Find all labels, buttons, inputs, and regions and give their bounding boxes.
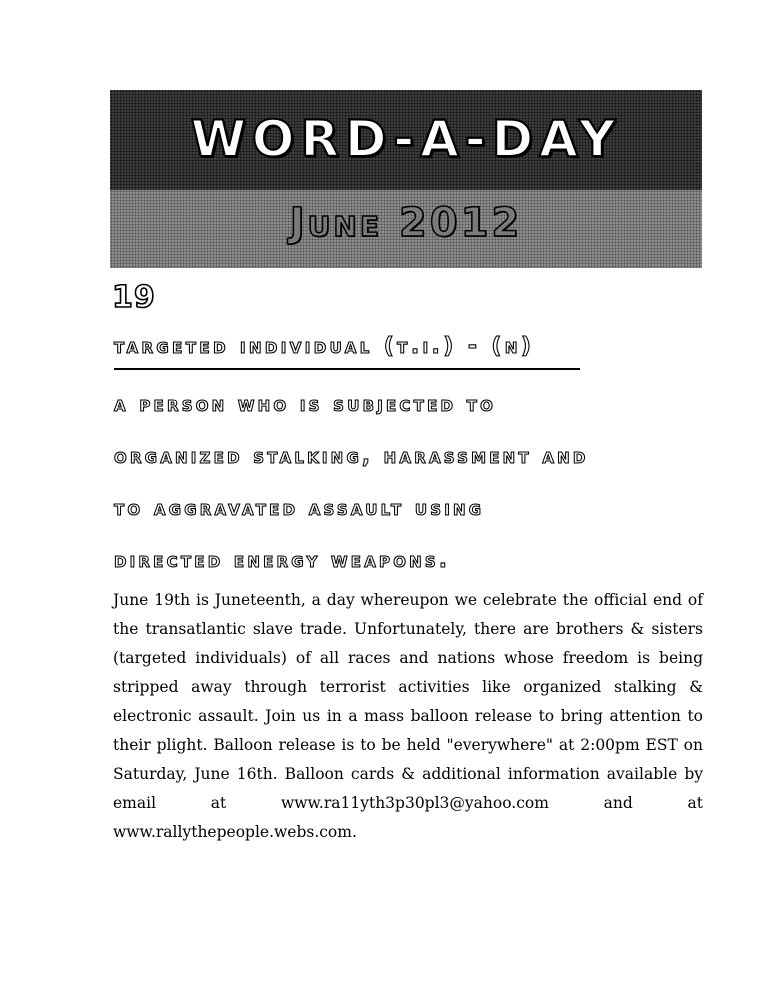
header-banner bbox=[110, 90, 702, 268]
definition-line: directed energy weapons. bbox=[114, 548, 451, 572]
body-paragraph: June 19th is Juneteenth, a day whereupon we celebrate the official end of the transatlantic slave trade. Unfortunately, there are brothers & sisters (targeted individuals) of all races and nations whose freedom is being stripped away through terrorist activities like organized stalking & electronic assault. Join us in a mass balloon release to bring attention to their plight. Balloon release is to be held "everywhere" at 2:00pm EST on Saturday, June 16th. Balloon cards & additional information available by email at www.ra11yth3p30pl3@yahoo.com and at www.rallythepeople.webs.com. bbox=[113, 591, 703, 841]
day-number: 19 bbox=[112, 280, 156, 315]
definition bbox=[114, 378, 714, 586]
banner-subtitle: June 2012 bbox=[289, 200, 523, 246]
definition-line: to aggravated assault using bbox=[114, 496, 485, 520]
definition-line: organized stalking, harassment and bbox=[114, 444, 589, 468]
banner-title: WORD-A-DAY bbox=[190, 110, 622, 168]
definition-line: a person who is subjected to bbox=[114, 392, 497, 416]
term-heading: targeted individual (t.i.) - (n) bbox=[114, 334, 535, 359]
term-underline bbox=[114, 368, 580, 370]
